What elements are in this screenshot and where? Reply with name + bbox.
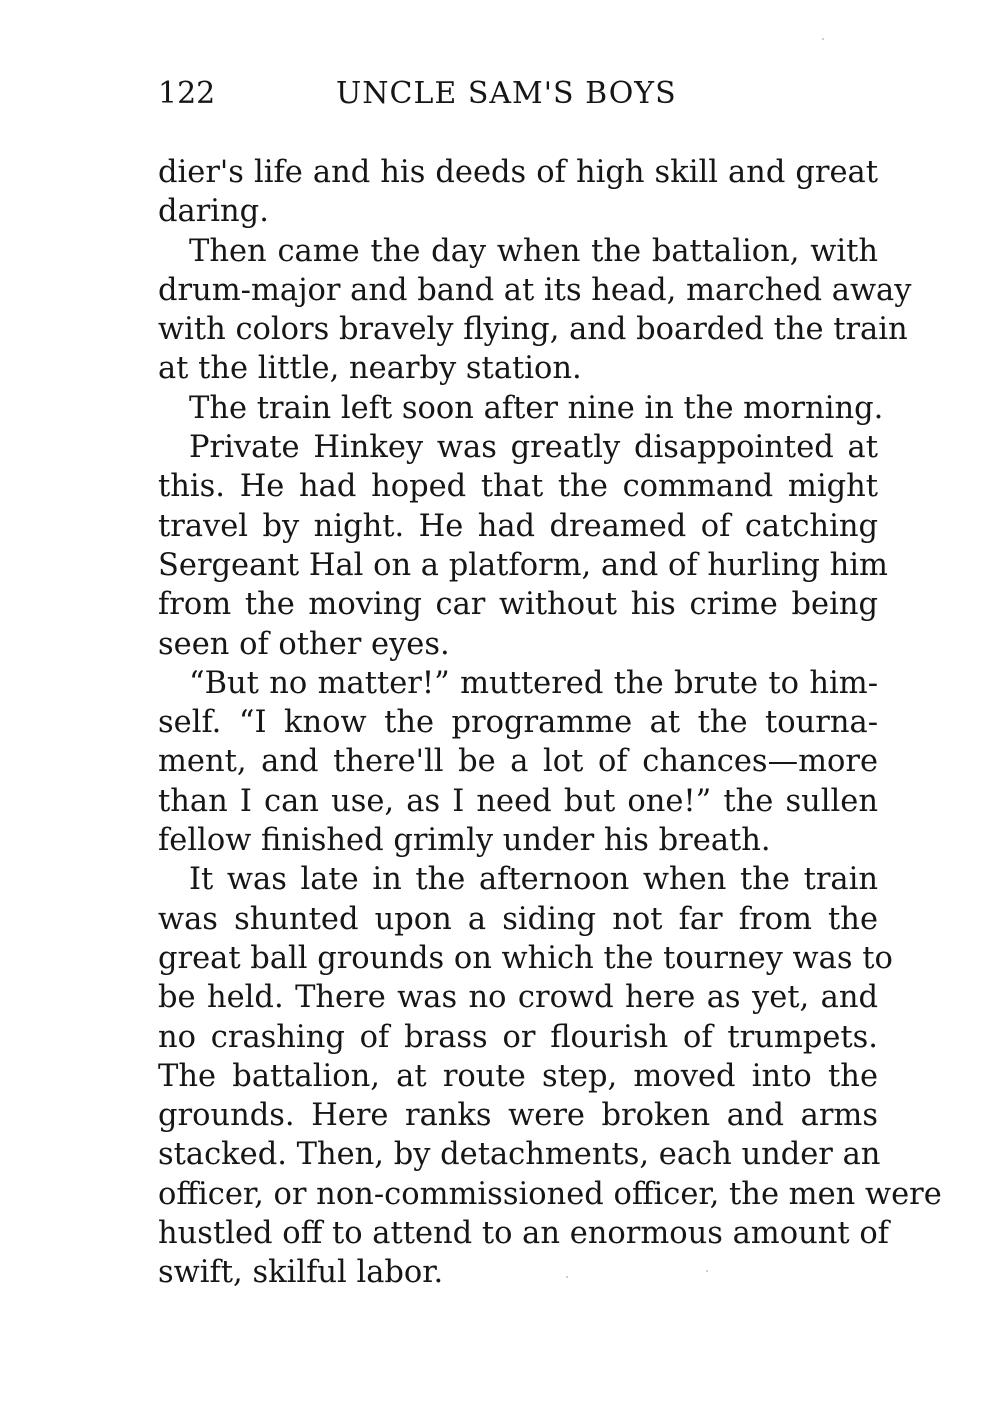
text-line: hustled off to attend to an enormous amount of	[158, 1216, 889, 1252]
text-line: Private Hinkey was greatly disappointed at	[189, 430, 878, 466]
text-line: dier's life and his deeds of high skill and great	[158, 155, 878, 190]
text-line: The battalion, at route step, moved into the	[158, 1058, 878, 1094]
text-line: drum-major and band at its head, marched away	[158, 272, 912, 308]
text-line: be held. There was no crowd here as yet, and	[158, 980, 878, 1016]
text-line: “But no matter!” muttered the brute to him-	[189, 665, 878, 701]
text-line: It was late in the afternoon when the train	[189, 862, 878, 898]
page-number: 122	[158, 76, 216, 111]
text-line: from the moving car without his crime being	[158, 587, 878, 623]
text-line: daring.	[158, 194, 269, 230]
text-line: stacked. Then, by detachments, each under an	[158, 1137, 881, 1173]
text-line: grounds. Here ranks were broken and arms	[158, 1098, 878, 1134]
text-line: swift, skilful labor.	[158, 1255, 444, 1291]
scan-speck	[706, 1270, 708, 1272]
text-line: with colors bravely flying, and boarded the train	[158, 312, 908, 348]
text-line: Then came the day when the battalion, with	[189, 233, 878, 269]
scan-speck	[822, 38, 824, 40]
text-line: was shunted upon a siding not far from the	[158, 901, 878, 937]
text-line: great ball grounds on which the tourney was to	[158, 940, 893, 976]
scan-speck	[566, 1276, 568, 1278]
text-line: Sergeant Hal on a platform, and of hurling him	[158, 547, 888, 583]
page-header	[158, 72, 878, 116]
text-line: ment, and there'll be a lot of chances—more	[158, 744, 878, 780]
text-line: seen of other eyes.	[158, 626, 450, 662]
text-line: self. “I know the programme at the tourna-	[158, 705, 878, 741]
text-line: no crashing of brass or flourish of trumpets.	[158, 1019, 878, 1055]
body-text	[158, 153, 942, 1293]
text-line: at the little, nearby station.	[158, 351, 582, 387]
text-line: than I can use, as I need but one!” the sullen	[158, 783, 878, 819]
text-line: this. He had hoped that the command might	[158, 469, 878, 505]
text-line: travel by night. He had dreamed of catching	[158, 508, 878, 544]
running-title: UNCLE SAM'S BOYS	[336, 76, 677, 111]
text-line: The train left soon after nine in the morning.	[189, 390, 884, 426]
text-line: fellow finished grimly under his breath.	[158, 823, 771, 859]
text-line: officer, or non-commissioned officer, the men were	[158, 1176, 942, 1212]
